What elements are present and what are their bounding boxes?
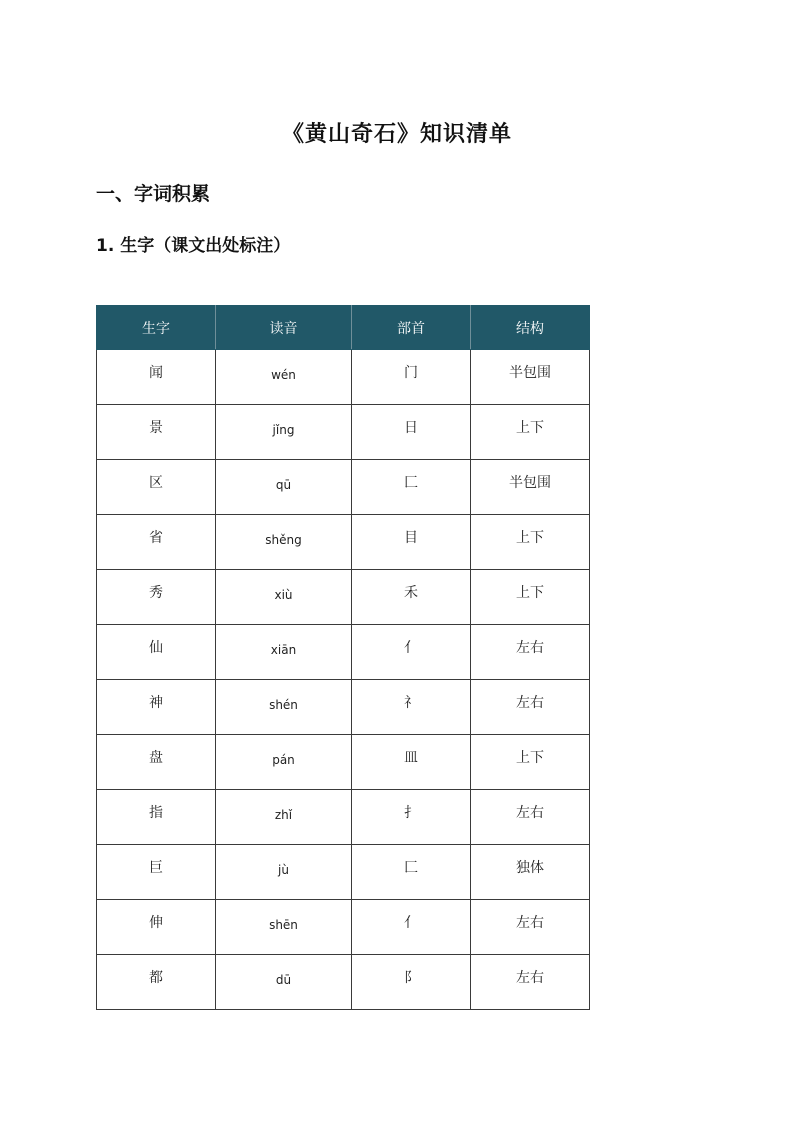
table-row — [97, 515, 590, 570]
cell-pinyin-text: dū — [275, 973, 292, 987]
cell-pinyin-text: wén — [271, 368, 296, 382]
subsection-heading: 1. 生字（课文出处标注） — [96, 236, 291, 256]
cell-structure-text: 左右 — [516, 970, 544, 986]
table-header-row — [97, 306, 590, 350]
cell-pinyin-text: xiù — [274, 588, 293, 602]
cell-pinyin-text: shēn — [269, 918, 298, 932]
table-row — [97, 900, 590, 955]
cell-radical-text: 皿 — [404, 750, 418, 766]
cell-radical-text: 亻 — [404, 915, 418, 931]
cell-radical — [352, 350, 471, 405]
cell-character — [97, 570, 216, 625]
cell-character — [97, 460, 216, 515]
cell-pinyin — [216, 680, 352, 735]
cell-structure-text: 独体 — [516, 860, 544, 876]
table-row — [97, 735, 590, 790]
table-row — [97, 570, 590, 625]
cell-radical — [352, 515, 471, 570]
table-row — [97, 350, 590, 405]
cell-structure — [471, 460, 590, 515]
cell-pinyin — [216, 350, 352, 405]
cell-pinyin-text: shén — [269, 698, 298, 712]
cell-structure-text: 上下 — [516, 585, 544, 601]
cell-structure — [471, 405, 590, 460]
header-character: 生字 — [97, 306, 216, 350]
cell-pinyin — [216, 515, 352, 570]
cell-structure — [471, 845, 590, 900]
cell-character — [97, 790, 216, 845]
table-row — [97, 405, 590, 460]
cell-radical-text: 门 — [404, 365, 418, 381]
cell-pinyin-text: zhǐ — [274, 808, 293, 822]
cell-structure — [471, 515, 590, 570]
cell-radical — [352, 405, 471, 460]
cell-pinyin — [216, 900, 352, 955]
cell-radical-text: 目 — [404, 530, 418, 546]
cell-structure — [471, 350, 590, 405]
cell-pinyin — [216, 460, 352, 515]
table-row — [97, 680, 590, 735]
characters-table — [96, 305, 590, 1010]
cell-pinyin — [216, 735, 352, 790]
cell-character-text: 巨 — [149, 860, 163, 876]
cell-character-text: 省 — [149, 530, 163, 546]
cell-radical-text: 亻 — [404, 640, 418, 656]
cell-radical-text: 礻 — [404, 695, 418, 711]
cell-character-text: 闻 — [149, 365, 163, 381]
cell-radical — [352, 570, 471, 625]
cell-pinyin — [216, 845, 352, 900]
table-row — [97, 460, 590, 515]
cell-radical-text: 扌 — [404, 805, 418, 821]
page-title: 《黄山奇石》知识清单 — [281, 122, 512, 147]
cell-character-text: 都 — [149, 970, 163, 986]
cell-character-text: 秀 — [149, 585, 163, 601]
cell-pinyin-text: jǐng — [272, 423, 295, 437]
cell-pinyin-text: shěng — [265, 533, 302, 547]
cell-radical-text: 阝 — [404, 970, 418, 986]
cell-character — [97, 900, 216, 955]
cell-radical-text: 匚 — [404, 860, 418, 876]
cell-structure-text: 左右 — [516, 805, 544, 821]
cell-structure — [471, 790, 590, 845]
cell-character — [97, 350, 216, 405]
cell-structure — [471, 900, 590, 955]
cell-structure-text: 半包围 — [509, 365, 551, 381]
cell-radical — [352, 735, 471, 790]
cell-radical — [352, 625, 471, 680]
cell-pinyin — [216, 955, 352, 1010]
cell-radical-text: 日 — [404, 420, 418, 436]
cell-character-text: 指 — [149, 805, 163, 821]
cell-pinyin-text: pán — [272, 753, 295, 767]
cell-pinyin-text: xiān — [270, 643, 297, 657]
cell-pinyin — [216, 405, 352, 460]
table-row — [97, 790, 590, 845]
cell-radical-text: 禾 — [404, 585, 418, 601]
cell-character-text: 伸 — [149, 915, 163, 931]
cell-radical — [352, 900, 471, 955]
table-row — [97, 625, 590, 680]
cell-structure-text: 左右 — [516, 695, 544, 711]
cell-character — [97, 735, 216, 790]
cell-pinyin — [216, 790, 352, 845]
cell-pinyin-text: qū — [275, 478, 292, 492]
cell-pinyin-text: jù — [278, 863, 289, 877]
cell-character — [97, 680, 216, 735]
cell-structure-text: 上下 — [516, 530, 544, 546]
cell-pinyin — [216, 625, 352, 680]
cell-structure-text: 半包围 — [509, 475, 551, 491]
cell-structure — [471, 680, 590, 735]
section-heading: 一、字词积累 — [96, 183, 211, 205]
cell-structure-text: 左右 — [516, 915, 544, 931]
cell-structure — [471, 570, 590, 625]
cell-character-text: 神 — [149, 695, 163, 711]
cell-structure-text: 上下 — [516, 750, 544, 766]
cell-pinyin — [216, 570, 352, 625]
cell-radical — [352, 790, 471, 845]
cell-character-text: 景 — [149, 420, 163, 436]
cell-radical — [352, 845, 471, 900]
header-radical: 部首 — [352, 306, 471, 350]
cell-structure — [471, 735, 590, 790]
cell-character — [97, 955, 216, 1010]
header-structure: 结构 — [471, 306, 590, 350]
cell-structure — [471, 955, 590, 1010]
header-pronunciation: 读音 — [216, 306, 352, 350]
cell-radical — [352, 680, 471, 735]
cell-character — [97, 845, 216, 900]
table-row — [97, 955, 590, 1010]
cell-character — [97, 625, 216, 680]
cell-radical — [352, 955, 471, 1010]
cell-character-text: 仙 — [149, 640, 163, 656]
cell-structure-text: 左右 — [516, 640, 544, 656]
cell-character-text: 区 — [149, 475, 163, 491]
cell-structure — [471, 625, 590, 680]
cell-character — [97, 515, 216, 570]
cell-radical — [352, 460, 471, 515]
cell-radical-text: 匚 — [404, 475, 418, 491]
table-row — [97, 845, 590, 900]
cell-character-text: 盘 — [149, 750, 163, 766]
cell-character — [97, 405, 216, 460]
cell-structure-text: 上下 — [516, 420, 544, 436]
